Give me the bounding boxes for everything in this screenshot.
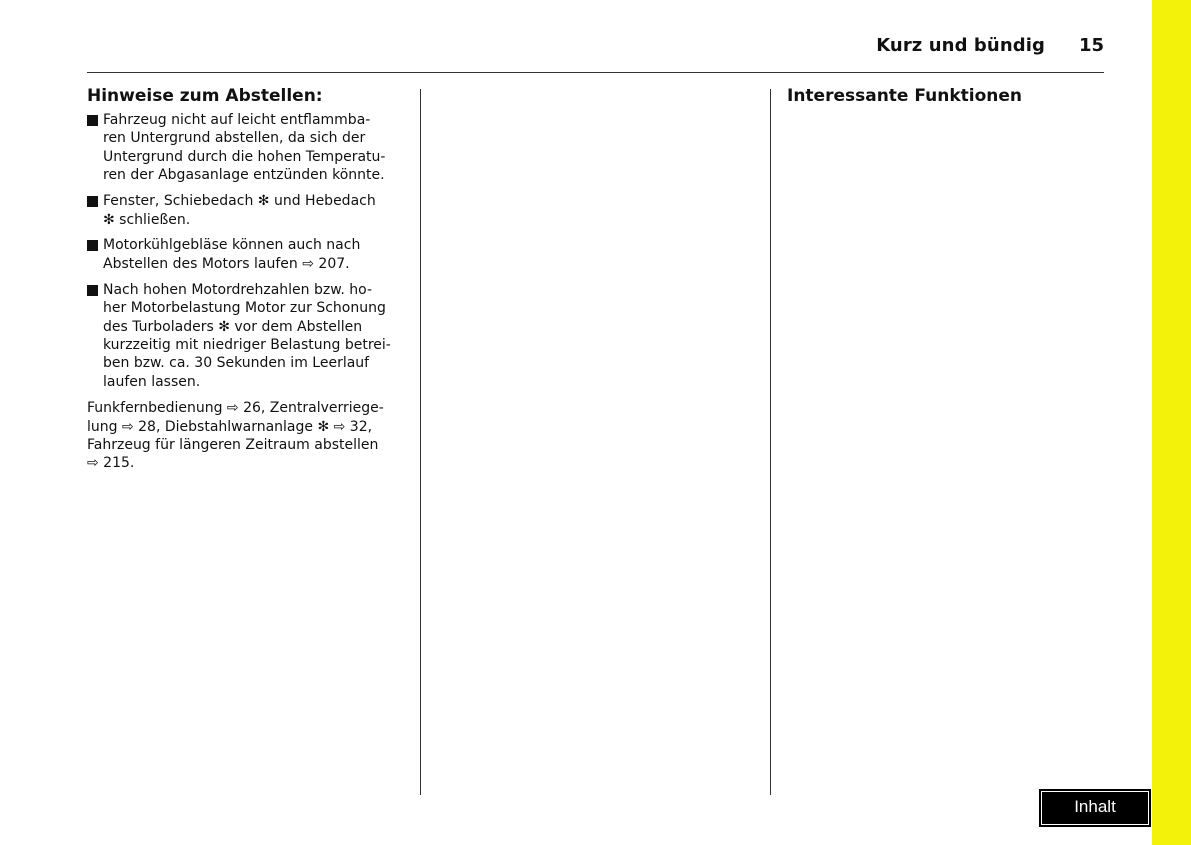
section-heading-parking-notes: Hinweise zum Abstellen: (87, 86, 323, 106)
side-color-strip (1152, 0, 1191, 845)
left-column (87, 86, 411, 473)
text-line: Motorkühlgebläse können auch nach (103, 237, 361, 254)
text-line: laufen lassen. (103, 373, 201, 390)
text-line: ren Untergrund abstellen, da sich der (103, 130, 366, 147)
text-line: des Turboladers ✻ vor dem Abstellen (103, 318, 363, 335)
text-line: Fahrzeug nicht auf leicht entflammba- (103, 112, 371, 128)
right-column (787, 86, 1107, 111)
square-bullet-icon (87, 285, 98, 296)
column-divider-right (770, 89, 771, 795)
text-line: kurzzeitig mit niedriger Belastung betrei- (103, 336, 391, 353)
text-line: her Motorbelastung Motor zur Schonung (103, 300, 386, 317)
text-line: Abstellen des Motors laufen ⇨ 207. (103, 255, 350, 272)
text-line: Fahrzeug für längeren Zeitraum abstellen (87, 437, 379, 453)
text-line: ren der Abgasanlage entzünden könnte. (103, 167, 385, 184)
bullet-item (87, 281, 411, 391)
section-heading-interesting-functions: Interessante Funktionen (787, 86, 1023, 106)
text-line: ⇨ 215. (87, 455, 135, 472)
header-divider (87, 72, 1104, 73)
bullet-item (87, 236, 411, 273)
square-bullet-icon (87, 240, 98, 251)
square-bullet-icon (87, 115, 98, 126)
chapter-title: Kurz und bündig (876, 35, 1045, 56)
text-line: Fenster, Schiebedach ✻ und Hebedach (103, 193, 376, 210)
text-line: ben bzw. ca. 30 Sekunden im Leerlauf (103, 355, 370, 372)
page-number: 15 (1078, 35, 1104, 56)
square-bullet-icon (87, 196, 98, 207)
text-line: Untergrund durch die hohen Temperatu- (103, 148, 386, 165)
contents-button[interactable] (1039, 789, 1151, 827)
bullet-item (87, 192, 411, 229)
text-line: ✻ schließen. (103, 211, 191, 228)
text-line: Funkfernbedienung ⇨ 26, Zentralverriege- (87, 400, 384, 417)
text-line: Nach hohen Motordrehzahlen bzw. ho- (103, 281, 373, 298)
column-divider-left (420, 89, 421, 795)
text-line: lung ⇨ 28, Diebstahlwarnanlage ✻ ⇨ 32, (87, 418, 373, 435)
cross-references (87, 399, 411, 473)
bullet-item (87, 111, 411, 185)
contents-button-label: Inhalt (1074, 797, 1116, 816)
